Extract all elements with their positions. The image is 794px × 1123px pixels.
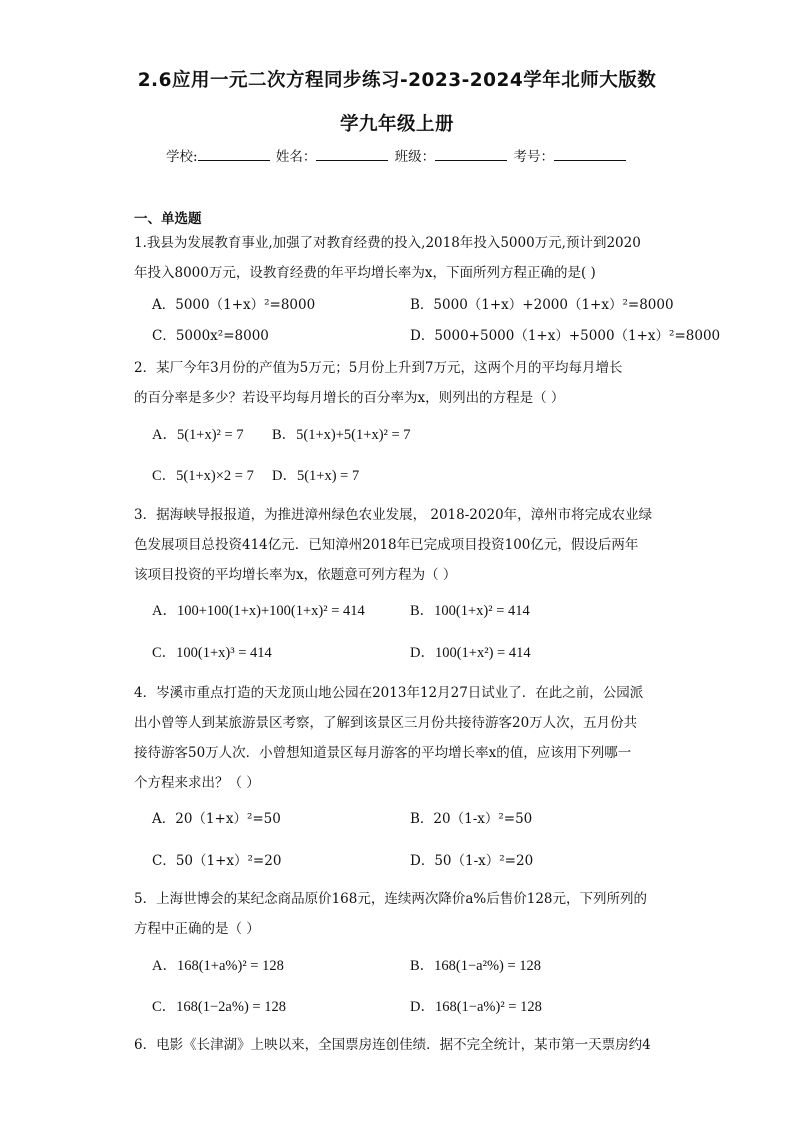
question-1-line-2: 年投入8000万元，设教育经费的年平均增长率为x，下面所列方程正确的是( ): [134, 265, 596, 281]
question-4-line-3: 接待游客50万人次．小曾想知道景区每月游客的平均增长率x的值，应该用下列哪一: [134, 745, 632, 761]
question-3-line-3: 该项目投资的平均增长率为x，依题意可列方程为（ ）: [134, 567, 457, 583]
question-2-option-d[interactable]: D．5(1+x) = 7: [272, 468, 360, 484]
question-4-line-1: 4．岑溪市重点打造的天龙顶山地公园在2013年12月27日试业了．在此之前，公园派: [134, 685, 644, 701]
question-5-option-c[interactable]: C．168(1−2a%) = 128: [152, 999, 286, 1015]
question-2-option-c[interactable]: C．5(1+x)×2 = 7: [152, 468, 254, 484]
question-4-line-4: 个方程来求出？（ ）: [134, 775, 260, 791]
class-blank[interactable]: [435, 148, 507, 161]
question-5-option-b[interactable]: B．168(1−a²%) = 128: [410, 958, 542, 974]
question-3-option-d[interactable]: D．100(1+x²) = 414: [410, 645, 531, 661]
number-label: 考号：: [513, 149, 554, 165]
question-6-line-1: 6．电影《长津湖》上映以来，全国票房连创佳绩．据不完全统计，某市第一天票房约4: [134, 1037, 651, 1053]
name-blank[interactable]: [316, 148, 388, 161]
document-title-line-2: 学九年级上册: [339, 114, 454, 135]
question-3-option-b[interactable]: B．100(1+x)² = 414: [410, 603, 530, 619]
question-1-line-1: 1.我县为发展教育事业,加强了对教育经费的投入,2018年投入5000万元,预计到2020: [134, 235, 641, 251]
question-5-line-2: 方程中正确的是（ ）: [134, 921, 260, 937]
question-2-option-b[interactable]: B．5(1+x)+5(1+x)² = 7: [272, 427, 411, 443]
question-3-line-1: 3．据海峡导报报道，为推进漳州绿色农业发展， 2018-2020年，漳州市将完成农业绿: [134, 507, 653, 523]
question-4-option-d[interactable]: D．50（1-x）²=20: [410, 853, 534, 869]
question-1-option-c[interactable]: C．5000x²=8000: [152, 328, 269, 344]
question-3-option-c[interactable]: C．100(1+x)³ = 414: [152, 645, 272, 661]
question-2-line-2: 的百分率是多少？若设平均每月增长的百分率为x，则列出的方程是（ ）: [134, 390, 565, 406]
question-5-option-d[interactable]: D．168(1−a%)² = 128: [410, 999, 542, 1015]
section-heading: 一、单选题: [134, 211, 202, 227]
name-label: 姓名：: [275, 149, 317, 165]
question-4-option-b[interactable]: B．20（1-x）²=50: [410, 811, 533, 827]
question-2-line-1: 2．某厂今年3月份的产值为5万元；5月份上升到7万元，这两个月的平均每月增长: [134, 360, 623, 376]
question-5-option-a[interactable]: A．168(1+a%)² = 128: [152, 958, 284, 974]
question-4-line-2: 出小曾等人到某旅游景区考察，了解到该景区三月份共接待游客20万人次，五月份共: [134, 715, 638, 731]
question-5-line-1: 5．上海世博会的某纪念商品原价168元，连续两次降价a%后售价128元，下列所列的: [134, 891, 647, 907]
school-label: 学校:: [166, 149, 198, 165]
question-1-option-b[interactable]: B．5000（1+x）+2000（1+x）²=8000: [410, 297, 674, 313]
question-3-line-2: 色发展项目总投资414亿元．已知漳州2018年已完成项目投资100亿元，假设后两年: [134, 537, 639, 553]
question-4-option-c[interactable]: C．50（1+x）²=20: [152, 853, 282, 869]
number-blank[interactable]: [554, 148, 626, 161]
document-title-line-1: 2.6应用一元二次方程同步练习-2023-2024学年北师大版数: [137, 70, 657, 91]
school-blank[interactable]: [198, 148, 270, 161]
question-2-option-a[interactable]: A．5(1+x)² = 7: [152, 427, 244, 443]
class-label: 班级：: [394, 149, 436, 165]
question-4-option-a[interactable]: A．20（1+x）²=50: [152, 811, 281, 827]
question-1-option-a[interactable]: A．5000（1+x）²=8000: [152, 297, 316, 313]
question-3-option-a[interactable]: A．100+100(1+x)+100(1+x)² = 414: [152, 603, 365, 619]
question-1-option-d[interactable]: D．5000+5000（1+x）+5000（1+x）²=8000: [410, 328, 721, 344]
student-info-line: [0, 145, 794, 165]
